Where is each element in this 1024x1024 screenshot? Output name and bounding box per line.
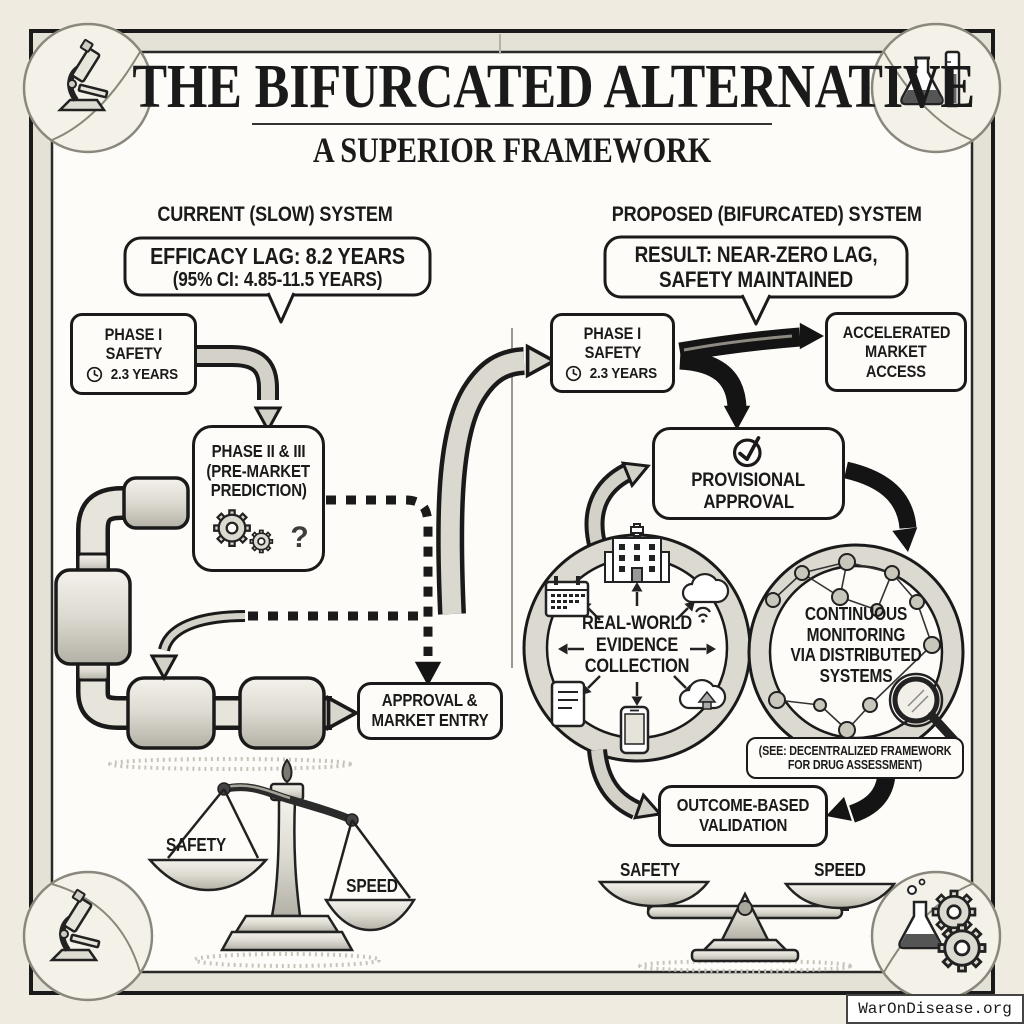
question-mark-icon: ? (290, 521, 309, 555)
page-subtitle (212, 130, 812, 171)
evidence-circle-label: REAL-WORLD EVIDENCE COLLECTION (582, 613, 692, 678)
scale-speed-label-proposed: SPEED (814, 860, 866, 880)
current-system-header: CURRENT (SLOW) SYSTEM (157, 203, 393, 226)
scale-safety-label-proposed: SAFETY (619, 860, 681, 880)
see-note-box: (SEE: DECENTRALIZED FRAMEWORK FOR DRUG ASSESSMENT) (746, 737, 964, 779)
phase1-duration: 2.3 YEARS (86, 366, 182, 383)
clock-icon (565, 365, 582, 382)
watermark-text: WarOnDisease.org (858, 1000, 1012, 1018)
phase1-safety-box-current: PHASE I SAFETY 2.3 YEARS (70, 313, 197, 395)
smartphone-icon (621, 707, 648, 753)
accelerated-market-access-box: ACCELERATED MARKET ACCESS (825, 312, 967, 392)
tablet-icon (552, 682, 584, 726)
outcome-based-validation-box: OUTCOME-BASED VALIDATION (658, 785, 828, 847)
efficacy-lag-callout: EFFICACY LAG: 8.2 YEARS (95% CI: 4.85-11.5 YEARS) (150, 243, 405, 292)
provisional-approval-box: PROVISIONAL APPROVAL (652, 427, 845, 520)
approval-market-entry-box: APPROVAL & MARKET ENTRY (357, 682, 503, 740)
phase1-safety-box-proposed: PHASE I SAFETY 2.3 YEARS (550, 313, 675, 393)
watermark (846, 994, 1024, 1024)
calendar-icon (546, 576, 588, 616)
scale-safety-label-current: SAFETY (165, 835, 227, 855)
page-title-text: THE BIFURCATED ALTERNATIVE (132, 53, 975, 121)
phase2-3-box: PHASE II & III (PRE-MARKET PREDICTION) ? (192, 425, 325, 572)
scale-speed-label-current: SPEED (346, 876, 398, 896)
page-subtitle-text: A SUPERIOR FRAMEWORK (312, 130, 712, 170)
gears-icon (208, 503, 288, 555)
result-callout: RESULT: NEAR-ZERO LAG, SAFETY MAINTAINED (634, 242, 878, 293)
proposed-system-header: PROPOSED (BIFURCATED) SYSTEM (611, 203, 922, 226)
prediction-icons (208, 503, 308, 555)
clock-icon (86, 366, 103, 383)
check-circle-icon (729, 434, 769, 468)
page-title (60, 52, 975, 123)
phase1-duration: 2.3 YEARS (565, 365, 661, 382)
monitoring-circle-label: CONTINUOUS MONITORING VIA DISTRIBUTED SYSTEMS (790, 604, 922, 686)
